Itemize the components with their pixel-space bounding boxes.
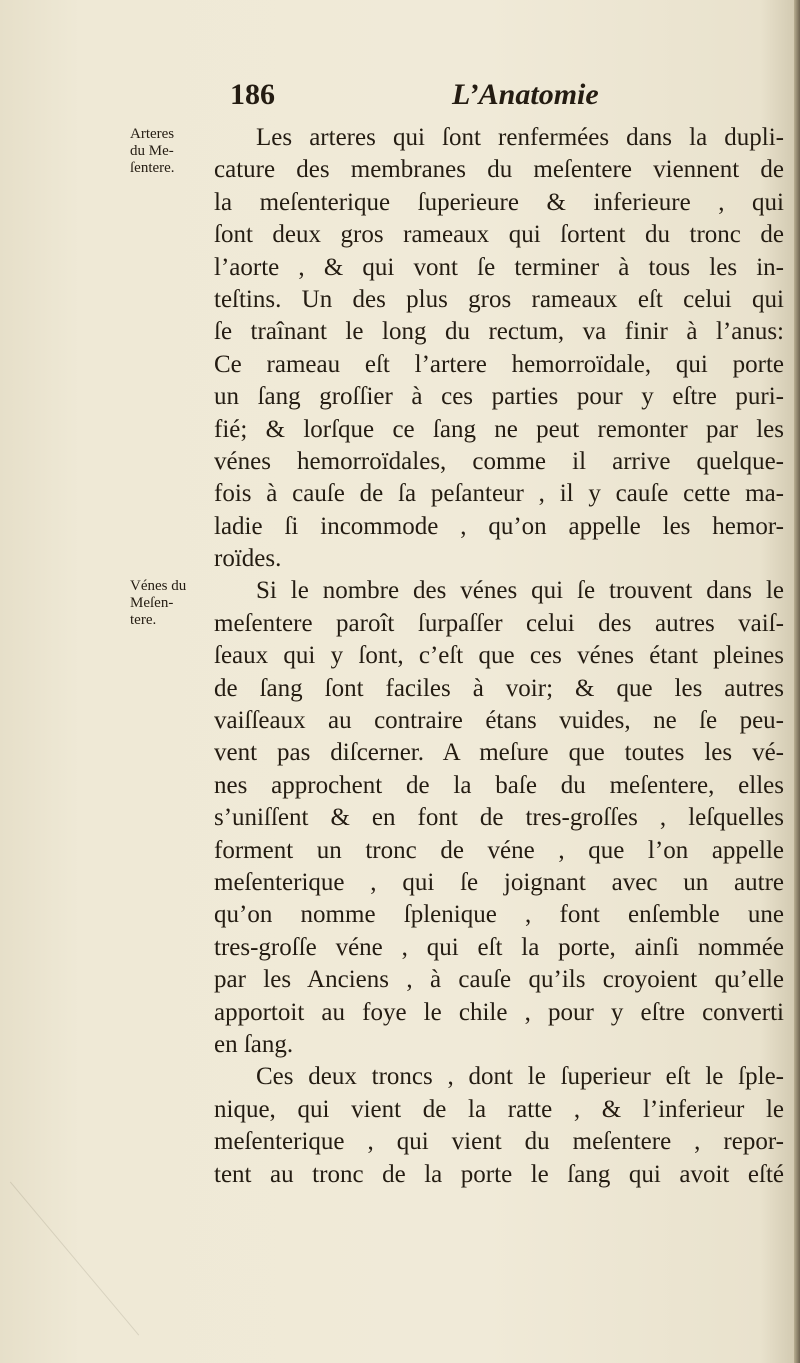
- text-line: s’uniſſent & en font de tres-groſſes , leſquelles: [214, 804, 784, 832]
- text-line: vaiſſeaux au contraire étans vuides, ne ſe peu-: [214, 707, 784, 735]
- text-line: ladie ſi incommode , qu’on appelle les hemor-: [214, 512, 784, 540]
- page-edge: [794, 0, 800, 1363]
- text-line: vénes hemorroïdales, comme il arrive quelque-: [214, 447, 784, 475]
- margin-note-line: Meſen-: [130, 595, 174, 611]
- text-line: Si le nombre des vénes qui ſe trouvent dans le: [256, 577, 784, 605]
- text-line: meſenterique , qui vient du meſentere , repor-: [214, 1128, 784, 1156]
- page-number: 186: [230, 78, 275, 111]
- text-line: de ſang ſont faciles à voir; & que les autres: [214, 674, 784, 702]
- text-line: Ces deux troncs , dont le ſuperieur eſt le ſple-: [256, 1063, 784, 1091]
- page-header: [230, 78, 650, 118]
- text-line: forment un tronc de véne , que l’on appelle: [214, 836, 784, 864]
- text-line: meſenterique , qui ſe joignant avec un autre: [214, 868, 784, 896]
- text-line: un ſang groſſier à ces parties pour y eſtre puri-: [214, 383, 784, 411]
- paper-fold-mark: [10, 1105, 231, 1336]
- margin-note-line: tere.: [130, 612, 157, 628]
- margin-note-line: ſentere.: [130, 160, 175, 176]
- text-line: ſe traînant le long du rectum, va finir à l’anus:: [214, 318, 784, 346]
- text-line: fois à cauſe de ſa peſanteur , il y cauſe cette ma-: [214, 480, 784, 508]
- text-line: teſtins. Un des plus gros rameaux eſt celui qui: [214, 285, 784, 313]
- text-line: meſentere paroît ſurpaſſer celui des autres vaiſ-: [214, 609, 784, 637]
- margin-note-arteres: [130, 126, 225, 177]
- text-line: ſeaux qui y ſont, c’eſt que ces vénes étant pleines: [214, 642, 784, 670]
- running-head: L’Anatomie: [452, 78, 599, 111]
- text-line: l’aorte , & qui vont ſe terminer à tous les in-: [214, 253, 784, 281]
- text-line: roïdes.: [214, 545, 282, 573]
- text-line: qu’on nomme ſplenique , font enſemble une: [214, 901, 784, 929]
- text-line: fié; & lorſque ce ſang ne peut remonter par les: [214, 415, 784, 443]
- text-line: Les arteres qui ſont renfermées dans la dupli-: [256, 124, 784, 151]
- margin-note-venes: [130, 578, 225, 629]
- text-line: en ſang.: [214, 1030, 294, 1058]
- text-line: cature des membranes du meſentere viennent de: [214, 156, 784, 184]
- text-line: tres-groſſe véne , qui eſt la porte, ainſi nommée: [214, 933, 784, 961]
- margin-note-line: Arteres: [130, 126, 175, 142]
- text-line: apportoit au foye le chile , pour y eſtre converti: [214, 998, 784, 1026]
- text-line: nique, qui vient de la ratte , & l’inferieur le: [214, 1095, 784, 1123]
- body-text: [214, 122, 784, 1191]
- text-line: nes approchent de la baſe du meſentere, elles: [214, 771, 784, 799]
- margin-note-line: du Me-: [130, 143, 174, 159]
- text-line: ſont deux gros rameaux qui ſortent du tronc de: [214, 221, 784, 249]
- margin-note-line: Vénes du: [130, 578, 187, 594]
- text-line: la meſenterique ſuperieure & inferieure , qui: [214, 188, 784, 216]
- text-line: tent au tronc de la porte le ſang qui avoit eſté: [214, 1160, 784, 1188]
- text-line: Ce rameau eſt l’artere hemorroïdale, qui porte: [214, 350, 784, 378]
- text-line: par les Anciens , à cauſe qu’ils croyoient qu’elle: [214, 966, 784, 994]
- text-line: vent pas diſcerner. A meſure que toutes les vé-: [214, 739, 784, 767]
